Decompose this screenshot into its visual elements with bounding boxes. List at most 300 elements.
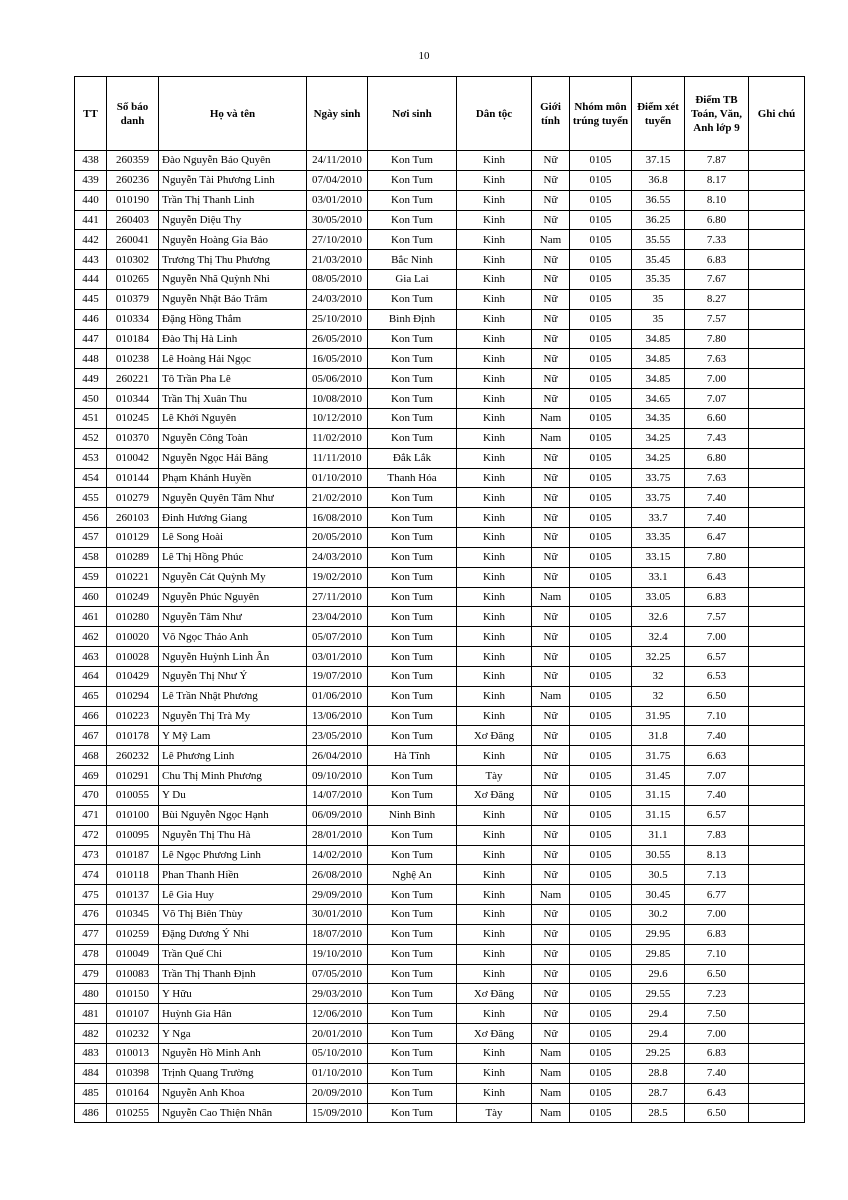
cell-tt: 474 [75,865,107,885]
cell-date-of-birth: 26/04/2010 [307,746,368,766]
cell-notes [749,666,805,686]
cell-ethnicity: Kinh [457,508,532,528]
cell-ethnicity: Kinh [457,706,532,726]
table-row [75,1043,805,1063]
cell-ethnicity: Kinh [457,170,532,190]
cell-ethnicity: Kinh [457,408,532,428]
cell-gender: Nữ [532,151,570,171]
cell-gender: Nam [532,428,570,448]
table-row [75,706,805,726]
cell-notes [749,746,805,766]
header-ethnicity: Dân tộc [457,77,532,151]
cell-place-of-birth: Kon Tum [368,825,457,845]
cell-date-of-birth: 24/03/2010 [307,289,368,309]
table-row [75,1103,805,1123]
cell-admission-score: 28.7 [632,1083,685,1103]
header-subject-group: Nhóm môn trúng tuyển [570,77,632,151]
cell-gender: Nữ [532,766,570,786]
cell-admission-score: 29.85 [632,944,685,964]
cell-date-of-birth: 16/05/2010 [307,349,368,369]
cell-notes [749,289,805,309]
cell-grade9-average: 7.63 [685,349,749,369]
table-row [75,428,805,448]
cell-notes [749,309,805,329]
cell-notes [749,726,805,746]
cell-gender: Nữ [532,309,570,329]
table-row [75,309,805,329]
cell-full-name: Võ Thị Biên Thùy [159,905,307,925]
cell-grade9-average: 7.57 [685,607,749,627]
cell-tt: 486 [75,1103,107,1123]
header-candidate-number: Số báo danh [107,77,159,151]
cell-admission-score: 34.25 [632,428,685,448]
cell-notes [749,250,805,270]
cell-tt: 466 [75,706,107,726]
table-row [75,1063,805,1083]
table-row [75,528,805,548]
cell-admission-score: 31.75 [632,746,685,766]
cell-subject-group: 0105 [570,587,632,607]
cell-ethnicity: Xơ Đăng [457,984,532,1004]
cell-ethnicity: Tày [457,766,532,786]
cell-candidate-number: 010144 [107,468,159,488]
cell-ethnicity: Kinh [457,805,532,825]
cell-gender: Nữ [532,924,570,944]
cell-admission-score: 35.45 [632,250,685,270]
cell-subject-group: 0105 [570,190,632,210]
cell-place-of-birth: Kon Tum [368,766,457,786]
cell-notes [749,329,805,349]
cell-candidate-number: 010223 [107,706,159,726]
cell-ethnicity: Kinh [457,151,532,171]
cell-gender: Nam [532,408,570,428]
cell-admission-score: 35 [632,309,685,329]
cell-candidate-number: 010164 [107,1083,159,1103]
cell-grade9-average: 6.77 [685,885,749,905]
cell-ethnicity: Kinh [457,924,532,944]
header-grade9-average: Điểm TB Toán, Văn, Anh lớp 9 [685,77,749,151]
cell-gender: Nữ [532,805,570,825]
cell-candidate-number: 010187 [107,845,159,865]
cell-gender: Nữ [532,547,570,567]
cell-gender: Nữ [532,329,570,349]
cell-tt: 483 [75,1043,107,1063]
table-row [75,547,805,567]
cell-grade9-average: 6.50 [685,1103,749,1123]
cell-gender: Nữ [532,567,570,587]
cell-candidate-number: 260041 [107,230,159,250]
table-row [75,488,805,508]
cell-grade9-average: 6.43 [685,1083,749,1103]
cell-place-of-birth: Kon Tum [368,905,457,925]
cell-ethnicity: Xơ Đăng [457,726,532,746]
cell-subject-group: 0105 [570,250,632,270]
cell-full-name: Y Du [159,786,307,806]
cell-candidate-number: 010049 [107,944,159,964]
cell-tt: 461 [75,607,107,627]
cell-notes [749,408,805,428]
cell-candidate-number: 010107 [107,1004,159,1024]
cell-date-of-birth: 20/09/2010 [307,1083,368,1103]
cell-candidate-number: 010190 [107,190,159,210]
cell-notes [749,349,805,369]
cell-grade9-average: 8.13 [685,845,749,865]
table-row [75,786,805,806]
cell-date-of-birth: 26/05/2010 [307,329,368,349]
cell-subject-group: 0105 [570,666,632,686]
cell-subject-group: 0105 [570,647,632,667]
cell-notes [749,369,805,389]
table-row [75,825,805,845]
cell-tt: 464 [75,666,107,686]
cell-ethnicity: Kinh [457,210,532,230]
table-body [75,151,805,1123]
cell-candidate-number: 010178 [107,726,159,746]
cell-grade9-average: 7.40 [685,726,749,746]
table-row [75,924,805,944]
cell-grade9-average: 7.43 [685,428,749,448]
cell-grade9-average: 7.10 [685,706,749,726]
cell-admission-score: 34.85 [632,329,685,349]
cell-subject-group: 0105 [570,905,632,925]
cell-place-of-birth: Bình Định [368,309,457,329]
cell-tt: 441 [75,210,107,230]
cell-notes [749,230,805,250]
cell-gender: Nữ [532,369,570,389]
cell-full-name: Nguyễn Thị Trà My [159,706,307,726]
cell-notes [749,905,805,925]
cell-date-of-birth: 23/04/2010 [307,607,368,627]
cell-subject-group: 0105 [570,488,632,508]
cell-date-of-birth: 27/11/2010 [307,587,368,607]
cell-date-of-birth: 29/09/2010 [307,885,368,905]
cell-ethnicity: Kinh [457,369,532,389]
cell-notes [749,567,805,587]
cell-notes [749,1103,805,1123]
cell-gender: Nữ [532,865,570,885]
cell-ethnicity: Kinh [457,428,532,448]
cell-subject-group: 0105 [570,170,632,190]
cell-place-of-birth: Kon Tum [368,1004,457,1024]
cell-place-of-birth: Kon Tum [368,170,457,190]
cell-notes [749,786,805,806]
cell-ethnicity: Kinh [457,190,532,210]
cell-tt: 442 [75,230,107,250]
cell-full-name: Nguyễn Phúc Nguyên [159,587,307,607]
table-row [75,508,805,528]
cell-subject-group: 0105 [570,468,632,488]
cell-tt: 485 [75,1083,107,1103]
cell-full-name: Phan Thanh Hiền [159,865,307,885]
cell-tt: 443 [75,250,107,270]
table-row [75,210,805,230]
cell-notes [749,647,805,667]
cell-tt: 465 [75,686,107,706]
cell-gender: Nữ [532,468,570,488]
cell-date-of-birth: 21/02/2010 [307,488,368,508]
cell-candidate-number: 010042 [107,448,159,468]
cell-tt: 456 [75,508,107,528]
cell-full-name: Lê Song Hoài [159,528,307,548]
table-row [75,369,805,389]
cell-notes [749,627,805,647]
cell-full-name: Đặng Hồng Thắm [159,309,307,329]
cell-place-of-birth: Đắk Lắk [368,448,457,468]
table-row [75,448,805,468]
cell-subject-group: 0105 [570,1043,632,1063]
cell-grade9-average: 7.87 [685,151,749,171]
cell-full-name: Nguyễn Tài Phương Linh [159,170,307,190]
cell-notes [749,428,805,448]
cell-subject-group: 0105 [570,528,632,548]
cell-subject-group: 0105 [570,408,632,428]
cell-ethnicity: Kinh [457,230,532,250]
cell-admission-score: 34.65 [632,389,685,409]
page-number: 10 [418,50,430,62]
cell-date-of-birth: 07/04/2010 [307,170,368,190]
cell-gender: Nữ [532,984,570,1004]
cell-gender: Nữ [532,270,570,290]
cell-full-name: Phạm Khánh Huyền [159,468,307,488]
cell-place-of-birth: Kon Tum [368,726,457,746]
cell-subject-group: 0105 [570,964,632,984]
header-date-of-birth: Ngày sinh [307,77,368,151]
cell-gender: Nữ [532,289,570,309]
cell-subject-group: 0105 [570,151,632,171]
cell-admission-score: 29.6 [632,964,685,984]
table-row [75,647,805,667]
cell-candidate-number: 010150 [107,984,159,1004]
cell-notes [749,448,805,468]
cell-subject-group: 0105 [570,270,632,290]
cell-gender: Nữ [532,944,570,964]
cell-subject-group: 0105 [570,865,632,885]
cell-candidate-number: 010379 [107,289,159,309]
cell-date-of-birth: 14/07/2010 [307,786,368,806]
cell-full-name: Lê Ngọc Phương Linh [159,845,307,865]
cell-grade9-average: 7.00 [685,905,749,925]
cell-place-of-birth: Kon Tum [368,488,457,508]
cell-notes [749,1083,805,1103]
cell-subject-group: 0105 [570,944,632,964]
cell-ethnicity: Kinh [457,389,532,409]
cell-ethnicity: Kinh [457,905,532,925]
cell-date-of-birth: 03/01/2010 [307,647,368,667]
table-row [75,885,805,905]
cell-full-name: Chu Thị Minh Phương [159,766,307,786]
cell-ethnicity: Kinh [457,1083,532,1103]
cell-date-of-birth: 03/01/2010 [307,190,368,210]
cell-date-of-birth: 19/02/2010 [307,567,368,587]
cell-notes [749,1024,805,1044]
cell-date-of-birth: 06/09/2010 [307,805,368,825]
cell-admission-score: 33.75 [632,488,685,508]
cell-full-name: Nguyễn Cát Quỳnh My [159,567,307,587]
cell-admission-score: 28.5 [632,1103,685,1123]
cell-candidate-number: 010265 [107,270,159,290]
cell-place-of-birth: Ninh Bình [368,805,457,825]
cell-place-of-birth: Kon Tum [368,508,457,528]
cell-candidate-number: 260232 [107,746,159,766]
cell-gender: Nữ [532,1004,570,1024]
cell-admission-score: 31.45 [632,766,685,786]
cell-admission-score: 30.55 [632,845,685,865]
cell-tt: 480 [75,984,107,1004]
cell-place-of-birth: Hà Tĩnh [368,746,457,766]
cell-gender: Nữ [532,964,570,984]
cell-ethnicity: Kinh [457,865,532,885]
cell-place-of-birth: Kon Tum [368,627,457,647]
cell-candidate-number: 010095 [107,825,159,845]
cell-ethnicity: Kinh [457,349,532,369]
cell-place-of-birth: Kon Tum [368,389,457,409]
cell-subject-group: 0105 [570,766,632,786]
cell-grade9-average: 7.10 [685,944,749,964]
cell-full-name: Lê Trần Nhật Phương [159,686,307,706]
cell-grade9-average: 7.23 [685,984,749,1004]
cell-notes [749,706,805,726]
cell-notes [749,1004,805,1024]
cell-subject-group: 0105 [570,1103,632,1123]
cell-date-of-birth: 12/06/2010 [307,1004,368,1024]
cell-subject-group: 0105 [570,349,632,369]
cell-date-of-birth: 09/10/2010 [307,766,368,786]
cell-admission-score: 31.95 [632,706,685,726]
cell-grade9-average: 7.67 [685,270,749,290]
cell-candidate-number: 010083 [107,964,159,984]
cell-place-of-birth: Kon Tum [368,786,457,806]
cell-notes [749,1063,805,1083]
cell-notes [749,587,805,607]
cell-gender: Nữ [532,528,570,548]
cell-tt: 472 [75,825,107,845]
cell-date-of-birth: 24/11/2010 [307,151,368,171]
cell-tt: 468 [75,746,107,766]
cell-notes [749,151,805,171]
cell-tt: 449 [75,369,107,389]
cell-notes [749,170,805,190]
cell-tt: 455 [75,488,107,508]
cell-grade9-average: 7.00 [685,369,749,389]
cell-ethnicity: Kinh [457,250,532,270]
cell-ethnicity: Kinh [457,964,532,984]
header-notes: Ghi chú [749,77,805,151]
cell-place-of-birth: Thanh Hóa [368,468,457,488]
cell-candidate-number: 010334 [107,309,159,329]
cell-subject-group: 0105 [570,309,632,329]
cell-place-of-birth: Kon Tum [368,587,457,607]
cell-admission-score: 33.1 [632,567,685,587]
cell-grade9-average: 6.53 [685,666,749,686]
cell-subject-group: 0105 [570,547,632,567]
table-row [75,1004,805,1024]
cell-candidate-number: 010294 [107,686,159,706]
cell-ethnicity: Kinh [457,547,532,567]
cell-tt: 457 [75,528,107,548]
cell-tt: 467 [75,726,107,746]
cell-ethnicity: Kinh [457,270,532,290]
table-row [75,329,805,349]
cell-place-of-birth: Kon Tum [368,349,457,369]
cell-date-of-birth: 11/11/2010 [307,448,368,468]
cell-notes [749,270,805,290]
cell-date-of-birth: 05/10/2010 [307,1043,368,1063]
cell-place-of-birth: Kon Tum [368,1024,457,1044]
cell-gender: Nữ [532,508,570,528]
cell-grade9-average: 7.00 [685,627,749,647]
cell-candidate-number: 010279 [107,488,159,508]
header-tt: TT [75,77,107,151]
cell-tt: 446 [75,309,107,329]
cell-tt: 460 [75,587,107,607]
cell-admission-score: 35.35 [632,270,685,290]
cell-gender: Nữ [532,190,570,210]
cell-candidate-number: 010289 [107,547,159,567]
cell-subject-group: 0105 [570,369,632,389]
cell-tt: 458 [75,547,107,567]
cell-place-of-birth: Kon Tum [368,845,457,865]
table-row [75,567,805,587]
cell-tt: 453 [75,448,107,468]
cell-full-name: Nguyễn Hoàng Gia Bảo [159,230,307,250]
cell-admission-score: 31.15 [632,786,685,806]
table-row [75,607,805,627]
cell-place-of-birth: Kon Tum [368,686,457,706]
cell-date-of-birth: 16/08/2010 [307,508,368,528]
cell-subject-group: 0105 [570,845,632,865]
cell-tt: 448 [75,349,107,369]
cell-date-of-birth: 01/10/2010 [307,468,368,488]
cell-ethnicity: Kinh [457,885,532,905]
cell-date-of-birth: 29/03/2010 [307,984,368,1004]
cell-candidate-number: 260103 [107,508,159,528]
cell-subject-group: 0105 [570,726,632,746]
cell-notes [749,885,805,905]
cell-tt: 478 [75,944,107,964]
cell-place-of-birth: Kon Tum [368,408,457,428]
cell-candidate-number: 260236 [107,170,159,190]
header-gender: Giới tính [532,77,570,151]
cell-grade9-average: 7.63 [685,468,749,488]
admission-results-table [74,76,805,1123]
cell-subject-group: 0105 [570,706,632,726]
cell-subject-group: 0105 [570,627,632,647]
cell-subject-group: 0105 [570,428,632,448]
cell-admission-score: 33.75 [632,468,685,488]
cell-date-of-birth: 25/10/2010 [307,309,368,329]
cell-place-of-birth: Kon Tum [368,289,457,309]
cell-ethnicity: Kinh [457,309,532,329]
cell-candidate-number: 010221 [107,567,159,587]
cell-admission-score: 34.35 [632,408,685,428]
cell-gender: Nữ [532,905,570,925]
table-row [75,766,805,786]
cell-candidate-number: 010259 [107,924,159,944]
cell-grade9-average: 6.83 [685,587,749,607]
cell-place-of-birth: Gia Lai [368,270,457,290]
cell-tt: 440 [75,190,107,210]
cell-candidate-number: 010249 [107,587,159,607]
cell-gender: Nữ [532,627,570,647]
cell-candidate-number: 010398 [107,1063,159,1083]
cell-notes [749,845,805,865]
cell-subject-group: 0105 [570,607,632,627]
cell-grade9-average: 6.47 [685,528,749,548]
cell-full-name: Lê Phương Linh [159,746,307,766]
cell-admission-score: 30.2 [632,905,685,925]
cell-admission-score: 29.4 [632,1004,685,1024]
cell-place-of-birth: Kon Tum [368,964,457,984]
